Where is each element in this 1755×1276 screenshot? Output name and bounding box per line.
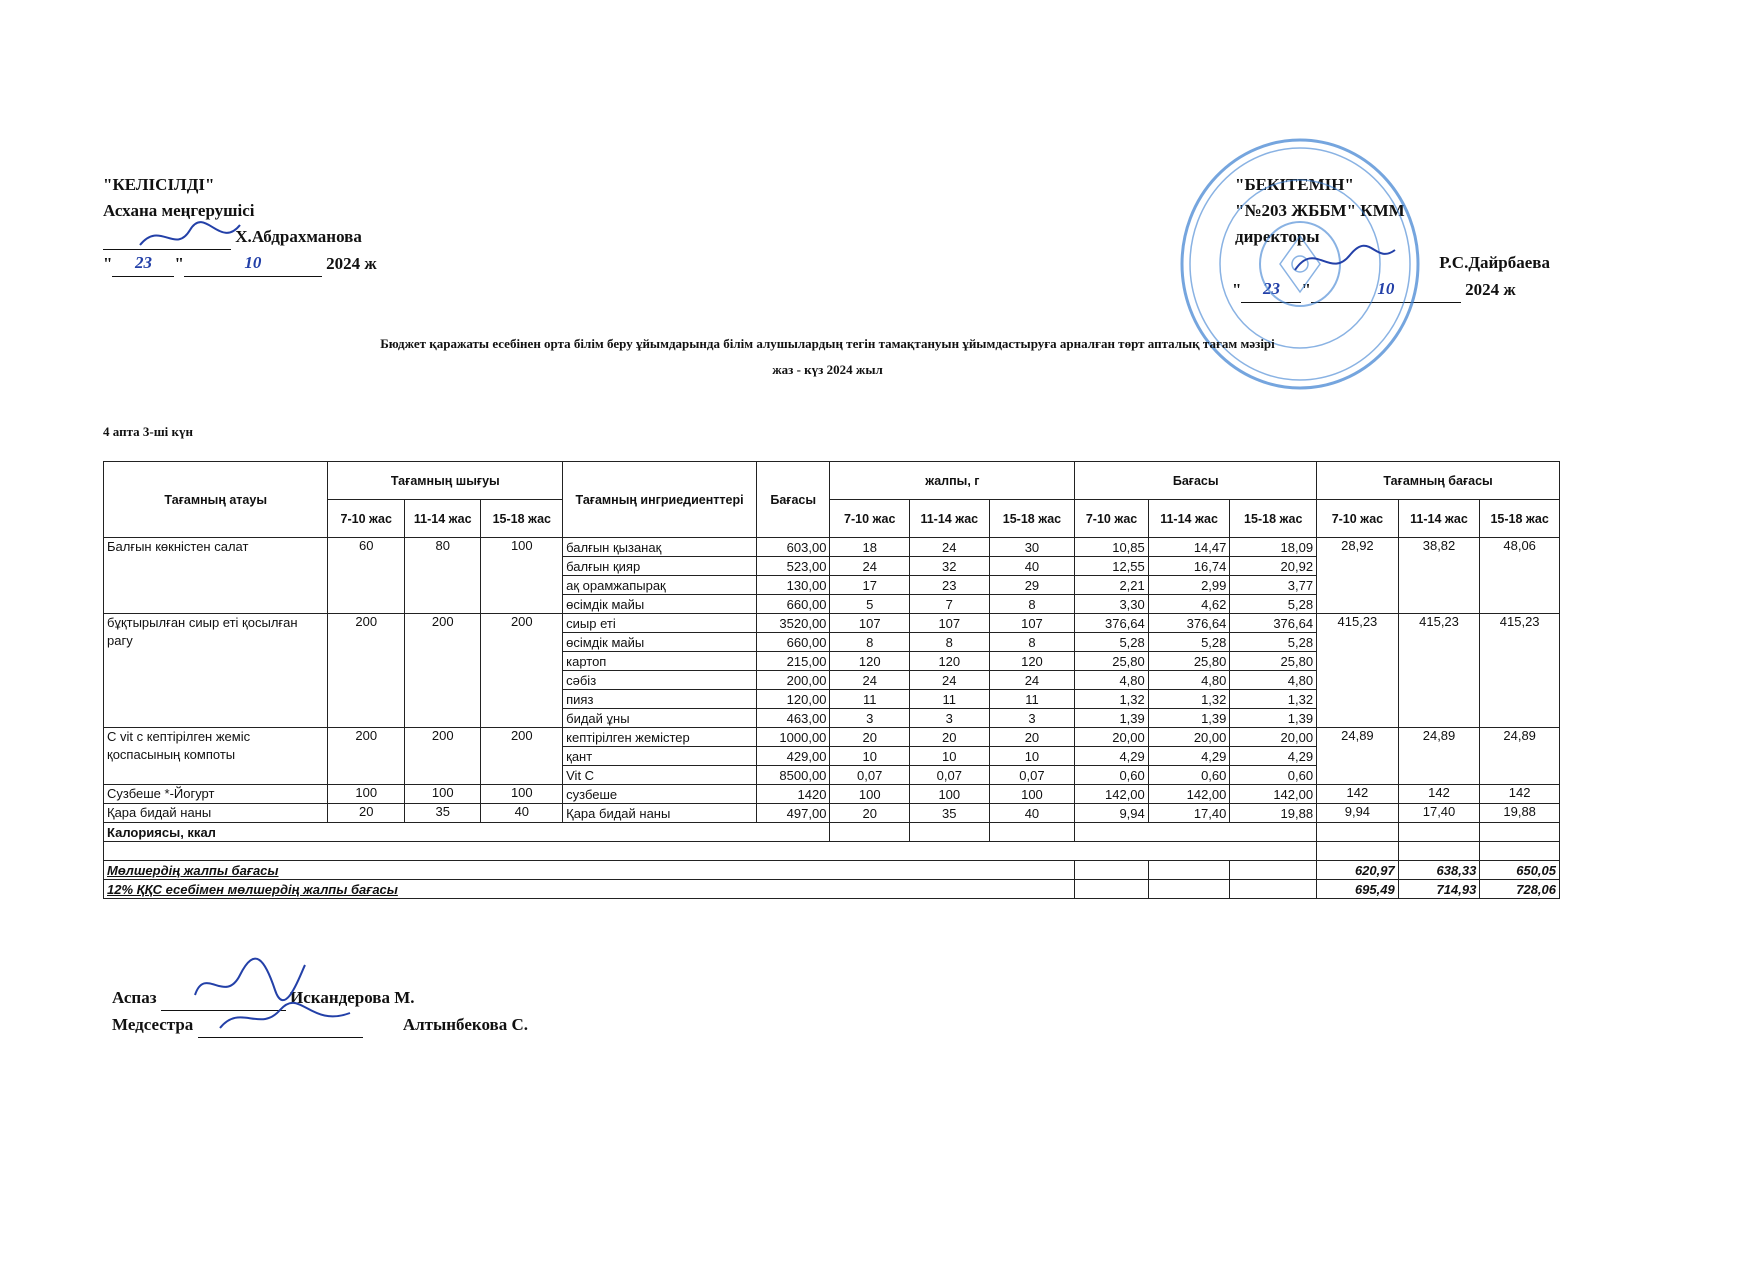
header-age: 11-14 жас [910, 500, 990, 538]
header-age: 15-18 жас [481, 500, 563, 538]
dish-name: С vit с кептірілген жеміс қоспасының компоты [104, 728, 328, 785]
ingredient-cost: 376,64 [1148, 614, 1230, 633]
ingredient-gross: 11 [830, 690, 910, 709]
vat-total-empty [1148, 880, 1230, 899]
dish-yield: 100 [481, 785, 563, 804]
ingredient-cost: 5,28 [1230, 595, 1317, 614]
approved-signature-scribble [1290, 235, 1400, 285]
vat-total-row [104, 880, 1560, 899]
dish-name: Балғын көкністен салат [104, 538, 328, 614]
ingredient-cost: 25,80 [1148, 652, 1230, 671]
ingredient-cost: 4,29 [1230, 747, 1317, 766]
ingredient-cost: 20,00 [1148, 728, 1230, 747]
total-row [104, 861, 1560, 880]
ingredient-gross: 8 [989, 595, 1075, 614]
ingredient-gross: 100 [830, 785, 910, 804]
dish-name: бұқтырылған сиыр еті қосылған рагу [104, 614, 328, 728]
agreed-date-quote-open: " [103, 254, 113, 273]
ingredient-name: картоп [563, 652, 757, 671]
ingredient-gross: 11 [910, 690, 990, 709]
ingredient-cost: 142,00 [1148, 785, 1230, 804]
dish-yield: 200 [328, 614, 405, 728]
dish-yield: 200 [481, 614, 563, 728]
total-empty [1148, 861, 1230, 880]
dish-cost: 38,82 [1398, 538, 1480, 614]
dish-yield: 100 [404, 785, 481, 804]
ingredient-gross: 24 [830, 557, 910, 576]
ingredient-price: 120,00 [756, 690, 829, 709]
dish-yield: 200 [404, 728, 481, 785]
ingredient-price: 1000,00 [756, 728, 829, 747]
table-row [104, 804, 1560, 823]
spacer-row [104, 842, 1560, 861]
dish-cost: 28,92 [1317, 538, 1399, 614]
cook-role: Аспаз [112, 988, 157, 1007]
ingredient-cost: 4,62 [1148, 595, 1230, 614]
ingredient-cost: 14,47 [1148, 538, 1230, 557]
ingredient-cost: 376,64 [1230, 614, 1317, 633]
table-row [104, 785, 1560, 804]
spacer-cell [1480, 842, 1560, 861]
dish-yield: 35 [404, 804, 481, 823]
agreed-year: 2024 ж [326, 254, 377, 273]
header-age: 11-14 жас [404, 500, 481, 538]
ingredient-gross: 20 [910, 728, 990, 747]
ingredient-gross: 8 [910, 633, 990, 652]
vat-total-value: 695,49 [1317, 880, 1399, 899]
ingredient-gross: 24 [910, 671, 990, 690]
ingredient-name: сузбеше [563, 785, 757, 804]
day-label: 4 апта 3-ші күн [103, 424, 194, 439]
ingredient-gross: 0,07 [830, 766, 910, 785]
ingredient-cost: 4,29 [1148, 747, 1230, 766]
header-ingredients: Тағамның ингриедиенттері [563, 462, 757, 538]
ingredient-price: 603,00 [756, 538, 829, 557]
calories-cell [1317, 823, 1399, 842]
dish-cost: 24,89 [1398, 728, 1480, 785]
ingredient-cost: 4,80 [1230, 671, 1317, 690]
header-dish-cost: Тағамның бағасы [1317, 462, 1560, 500]
ingredient-name: сәбіз [563, 671, 757, 690]
approved-date-quote-close: " [1301, 280, 1311, 299]
dish-yield: 20 [328, 804, 405, 823]
ingredient-cost: 9,94 [1075, 804, 1148, 823]
dish-cost: 415,23 [1398, 614, 1480, 728]
ingredient-gross: 107 [830, 614, 910, 633]
calories-cell [1480, 823, 1560, 842]
ingredient-price: 3520,00 [756, 614, 829, 633]
approved-year: 2024 ж [1465, 280, 1516, 299]
agreed-date-quote-close: " [174, 254, 184, 273]
ingredient-gross: 10 [989, 747, 1075, 766]
ingredient-gross: 8 [989, 633, 1075, 652]
vat-total-value: 714,93 [1398, 880, 1480, 899]
ingredient-cost: 16,74 [1148, 557, 1230, 576]
menu-body [104, 538, 1560, 823]
calories-cell [989, 823, 1075, 842]
dish-cost: 142 [1317, 785, 1399, 804]
cook-name: Искандерова М. [290, 988, 415, 1007]
total-label: Мөлшердің жалпы бағасы [104, 861, 1075, 880]
approved-date-month: 10 [1311, 276, 1461, 303]
ingredient-gross: 120 [910, 652, 990, 671]
ingredient-gross: 3 [989, 709, 1075, 728]
ingredient-gross: 20 [989, 728, 1075, 747]
approved-heading: "БЕКІТЕМІН" [1235, 175, 1354, 194]
ingredient-cost: 25,80 [1075, 652, 1148, 671]
ingredient-price: 200,00 [756, 671, 829, 690]
ingredient-cost: 376,64 [1075, 614, 1148, 633]
dish-yield: 100 [481, 538, 563, 614]
dish-yield: 200 [481, 728, 563, 785]
calories-cell [910, 823, 990, 842]
ingredient-cost: 0,60 [1148, 766, 1230, 785]
vat-total-value: 728,06 [1480, 880, 1560, 899]
dish-name: Сузбеше *-Йогурт [104, 785, 328, 804]
ingredient-gross: 32 [910, 557, 990, 576]
ingredient-gross: 40 [989, 804, 1075, 823]
header-age: 7-10 жас [328, 500, 405, 538]
header-age: 15-18 жас [989, 500, 1075, 538]
header-dish-name: Тағамның атауы [104, 462, 328, 538]
ingredient-gross: 23 [910, 576, 990, 595]
dish-yield: 80 [404, 538, 481, 614]
ingredient-cost: 20,00 [1075, 728, 1148, 747]
dish-yield: 200 [328, 728, 405, 785]
vat-total-empty [1230, 880, 1317, 899]
calories-label: Калориясы, ккал [104, 823, 830, 842]
ingredient-name: өсімдік майы [563, 633, 757, 652]
ingredient-cost: 2,99 [1148, 576, 1230, 595]
ingredient-name: бидай ұны [563, 709, 757, 728]
agreed-date-month: 10 [184, 250, 322, 277]
ingredient-gross: 3 [910, 709, 990, 728]
dish-yield: 60 [328, 538, 405, 614]
ingredient-gross: 18 [830, 538, 910, 557]
dish-yield: 100 [328, 785, 405, 804]
ingredient-name: Vit C [563, 766, 757, 785]
approved-name: Р.С.Дайрбаева [1439, 253, 1550, 272]
ingredient-cost: 3,30 [1075, 595, 1148, 614]
ingredient-gross: 35 [910, 804, 990, 823]
dish-cost: 9,94 [1317, 804, 1399, 823]
nurse-name: Алтынбекова С. [402, 1015, 528, 1034]
approved-role: директоры [1235, 227, 1320, 246]
ingredient-cost: 18,09 [1230, 538, 1317, 557]
ingredient-cost: 2,21 [1075, 576, 1148, 595]
header-age: 11-14 жас [1148, 500, 1230, 538]
ingredient-cost: 20,92 [1230, 557, 1317, 576]
ingredient-cost: 1,32 [1075, 690, 1148, 709]
agreed-date-day: 23 [112, 250, 174, 277]
header-cost: Бағасы [1075, 462, 1317, 500]
ingredient-cost: 20,00 [1230, 728, 1317, 747]
approved-date-day: 23 [1241, 276, 1301, 303]
ingredient-cost: 142,00 [1075, 785, 1148, 804]
dish-yield: 200 [404, 614, 481, 728]
dish-cost: 24,89 [1317, 728, 1399, 785]
ingredient-gross: 40 [989, 557, 1075, 576]
ingredient-gross: 120 [830, 652, 910, 671]
document-title: Бюджет қаражаты есебінен орта білім беру ұйымдарында білім алушылардың тегін тамақтануын ұйымдастыруға арналған төрт апталық тағам мәзірі [380, 336, 1275, 351]
ingredient-cost: 1,39 [1230, 709, 1317, 728]
ingredient-gross: 0,07 [910, 766, 990, 785]
ingredient-price: 523,00 [756, 557, 829, 576]
ingredient-gross: 5 [830, 595, 910, 614]
dish-cost: 17,40 [1398, 804, 1480, 823]
agreed-signature-scribble [130, 215, 260, 265]
total-empty [1075, 861, 1148, 880]
ingredient-price: 8500,00 [756, 766, 829, 785]
ingredient-gross: 10 [910, 747, 990, 766]
ingredient-gross: 8 [830, 633, 910, 652]
ingredient-gross: 11 [989, 690, 1075, 709]
ingredient-gross: 3 [830, 709, 910, 728]
header-age: 7-10 жас [1317, 500, 1399, 538]
ingredient-cost: 12,55 [1075, 557, 1148, 576]
header-age: 7-10 жас [1075, 500, 1148, 538]
header-age: 15-18 жас [1230, 500, 1317, 538]
ingredient-price: 463,00 [756, 709, 829, 728]
nurse-role: Медсестра [112, 1015, 194, 1034]
spacer-cell [104, 842, 1317, 861]
ingredient-cost: 4,29 [1075, 747, 1148, 766]
dish-cost: 415,23 [1480, 614, 1560, 728]
ingredient-cost: 4,80 [1075, 671, 1148, 690]
ingredient-name: балғын қияр [563, 557, 757, 576]
ingredient-cost: 0,60 [1230, 766, 1317, 785]
dish-cost: 19,88 [1480, 804, 1560, 823]
menu-table [103, 461, 1560, 899]
header-gross: жалпы, г [830, 462, 1075, 500]
ingredient-cost: 0,60 [1075, 766, 1148, 785]
dish-cost: 415,23 [1317, 614, 1399, 728]
table-row [104, 538, 1560, 557]
ingredient-cost: 142,00 [1230, 785, 1317, 804]
header-row-1 [104, 462, 1560, 500]
ingredient-cost: 19,88 [1230, 804, 1317, 823]
dish-cost: 142 [1480, 785, 1560, 804]
ingredient-name: ақ орамжапырақ [563, 576, 757, 595]
ingredient-gross: 120 [989, 652, 1075, 671]
approved-org: "№203 ЖББМ" КММ [1235, 201, 1405, 220]
ingredient-price: 660,00 [756, 595, 829, 614]
ingredient-price: 130,00 [756, 576, 829, 595]
ingredient-name: балғын қызанақ [563, 538, 757, 557]
document-subtitle: жаз - күз 2024 жыл [772, 362, 883, 377]
agreed-heading: "КЕЛІСІЛДІ" [103, 175, 215, 194]
ingredient-price: 497,00 [756, 804, 829, 823]
ingredient-name: өсімдік майы [563, 595, 757, 614]
ingredient-gross: 20 [830, 804, 910, 823]
ingredient-cost: 1,32 [1148, 690, 1230, 709]
header-age: 15-18 жас [1480, 500, 1560, 538]
ingredient-name: қант [563, 747, 757, 766]
ingredient-cost: 4,80 [1148, 671, 1230, 690]
dish-cost: 142 [1398, 785, 1480, 804]
ingredient-cost: 5,28 [1230, 633, 1317, 652]
ingredient-gross: 30 [989, 538, 1075, 557]
header-price: Бағасы [756, 462, 829, 538]
ingredient-cost: 3,77 [1230, 576, 1317, 595]
nurse-signature-scribble [210, 998, 360, 1038]
ingredient-gross: 10 [830, 747, 910, 766]
vat-total-empty [1075, 880, 1148, 899]
ingredient-cost: 10,85 [1075, 538, 1148, 557]
ingredient-name: пияз [563, 690, 757, 709]
calories-cell [830, 823, 910, 842]
calories-cell [1398, 823, 1480, 842]
ingredient-gross: 100 [910, 785, 990, 804]
ingredient-name: Қара бидай наны [563, 804, 757, 823]
ingredient-gross: 107 [989, 614, 1075, 633]
ingredient-gross: 24 [910, 538, 990, 557]
total-value: 638,33 [1398, 861, 1480, 880]
vat-total-label: 12% ҚҚС есебімен мөлшердің жалпы бағасы [104, 880, 1075, 899]
dish-yield: 40 [481, 804, 563, 823]
table-row [104, 728, 1560, 747]
header-age: 11-14 жас [1398, 500, 1480, 538]
ingredient-gross: 24 [989, 671, 1075, 690]
dish-cost: 48,06 [1480, 538, 1560, 614]
ingredient-price: 1420 [756, 785, 829, 804]
ingredient-gross: 100 [989, 785, 1075, 804]
header-yield: Тағамның шығуы [328, 462, 563, 500]
header-age: 7-10 жас [830, 500, 910, 538]
ingredient-name: сиыр еті [563, 614, 757, 633]
ingredient-gross: 7 [910, 595, 990, 614]
ingredient-cost: 17,40 [1148, 804, 1230, 823]
table-row [104, 614, 1560, 633]
ingredient-cost: 5,28 [1075, 633, 1148, 652]
ingredient-gross: 0,07 [989, 766, 1075, 785]
calories-cell [1075, 823, 1317, 842]
ingredient-gross: 107 [910, 614, 990, 633]
dish-cost: 24,89 [1480, 728, 1560, 785]
total-empty [1230, 861, 1317, 880]
ingredient-cost: 25,80 [1230, 652, 1317, 671]
ingredient-cost: 1,32 [1230, 690, 1317, 709]
ingredient-gross: 29 [989, 576, 1075, 595]
agreed-name: Х.Абдрахманова [235, 227, 362, 246]
ingredient-cost: 1,39 [1148, 709, 1230, 728]
spacer-cell [1317, 842, 1399, 861]
ingredient-price: 429,00 [756, 747, 829, 766]
agreed-role: Асхана меңгерушісі [103, 201, 255, 220]
ingredient-gross: 20 [830, 728, 910, 747]
approved-date-quote-open: " [1232, 280, 1242, 299]
total-value: 620,97 [1317, 861, 1399, 880]
dish-name: Қара бидай наны [104, 804, 328, 823]
spacer-cell [1398, 842, 1480, 861]
ingredient-name: кептірілген жемістер [563, 728, 757, 747]
calories-row [104, 823, 1560, 842]
ingredient-cost: 1,39 [1075, 709, 1148, 728]
ingredient-price: 215,00 [756, 652, 829, 671]
ingredient-gross: 17 [830, 576, 910, 595]
ingredient-gross: 24 [830, 671, 910, 690]
ingredient-cost: 5,28 [1148, 633, 1230, 652]
ingredient-price: 660,00 [756, 633, 829, 652]
total-value: 650,05 [1480, 861, 1560, 880]
